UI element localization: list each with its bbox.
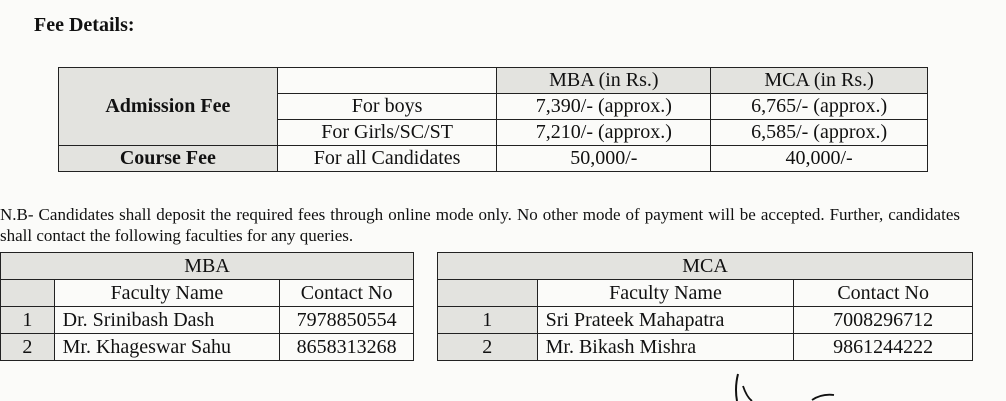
contact-no-header: Contact No <box>794 280 973 307</box>
mba-column-header: MBA (in Rs.) <box>497 68 711 94</box>
fee-row-course <box>59 146 928 172</box>
course-fee-label: Course Fee <box>59 146 278 172</box>
faculty-name: Mr. Khageswar Sahu <box>54 334 280 361</box>
sl-number: 1 <box>438 307 538 334</box>
contact-number: 7008296712 <box>794 307 973 334</box>
mca-contacts-title: MCA <box>438 253 973 280</box>
contact-number: 8658313268 <box>280 334 414 361</box>
faculty-name: Mr. Bikash Mishra <box>537 334 794 361</box>
fee-category: For Girls/SC/ST <box>277 120 497 146</box>
faculty-name: Dr. Srinibash Dash <box>54 307 280 334</box>
table-row <box>438 307 973 334</box>
fee-header-row <box>59 68 928 94</box>
sl-number: 2 <box>438 334 538 361</box>
mba-contacts-title: MBA <box>1 253 414 280</box>
sl-number: 2 <box>1 334 55 361</box>
page-heading: Fee Details: <box>34 14 135 36</box>
mba-fee: 50,000/- <box>497 146 711 172</box>
table-row <box>438 334 973 361</box>
fee-category: For boys <box>277 94 497 120</box>
sl-header <box>438 280 538 307</box>
mca-fee: 6,585/- (approx.) <box>711 120 928 146</box>
table-row <box>1 307 414 334</box>
contact-no-header: Contact No <box>280 280 414 307</box>
sl-number: 1 <box>1 307 55 334</box>
fee-category: For all Candidates <box>277 146 497 172</box>
blank-header-cell <box>277 68 497 94</box>
sl-header <box>1 280 55 307</box>
mba-fee: 7,390/- (approx.) <box>497 94 711 120</box>
mca-contacts-table <box>437 252 973 361</box>
faculty-name: Sri Prateek Mahapatra <box>537 307 794 334</box>
mba-contacts-table <box>0 252 414 361</box>
faculty-name-header: Faculty Name <box>537 280 794 307</box>
contact-number: 9861244222 <box>794 334 973 361</box>
mca-fee: 40,000/- <box>711 146 928 172</box>
mca-column-header: MCA (in Rs.) <box>711 68 928 94</box>
table-row <box>1 334 414 361</box>
admission-fee-label: Admission Fee <box>59 68 278 146</box>
payment-note: N.B- Candidates shall deposit the required fees through online mode only. No other mode of payment will be accepted. Further, candidates shall contact the following faculties for any queries. <box>0 205 960 245</box>
faculty-name-header: Faculty Name <box>54 280 280 307</box>
signature-mark <box>728 372 838 401</box>
mba-fee: 7,210/- (approx.) <box>497 120 711 146</box>
fee-table <box>58 67 928 172</box>
contact-number: 7978850554 <box>280 307 414 334</box>
mca-fee: 6,765/- (approx.) <box>711 94 928 120</box>
